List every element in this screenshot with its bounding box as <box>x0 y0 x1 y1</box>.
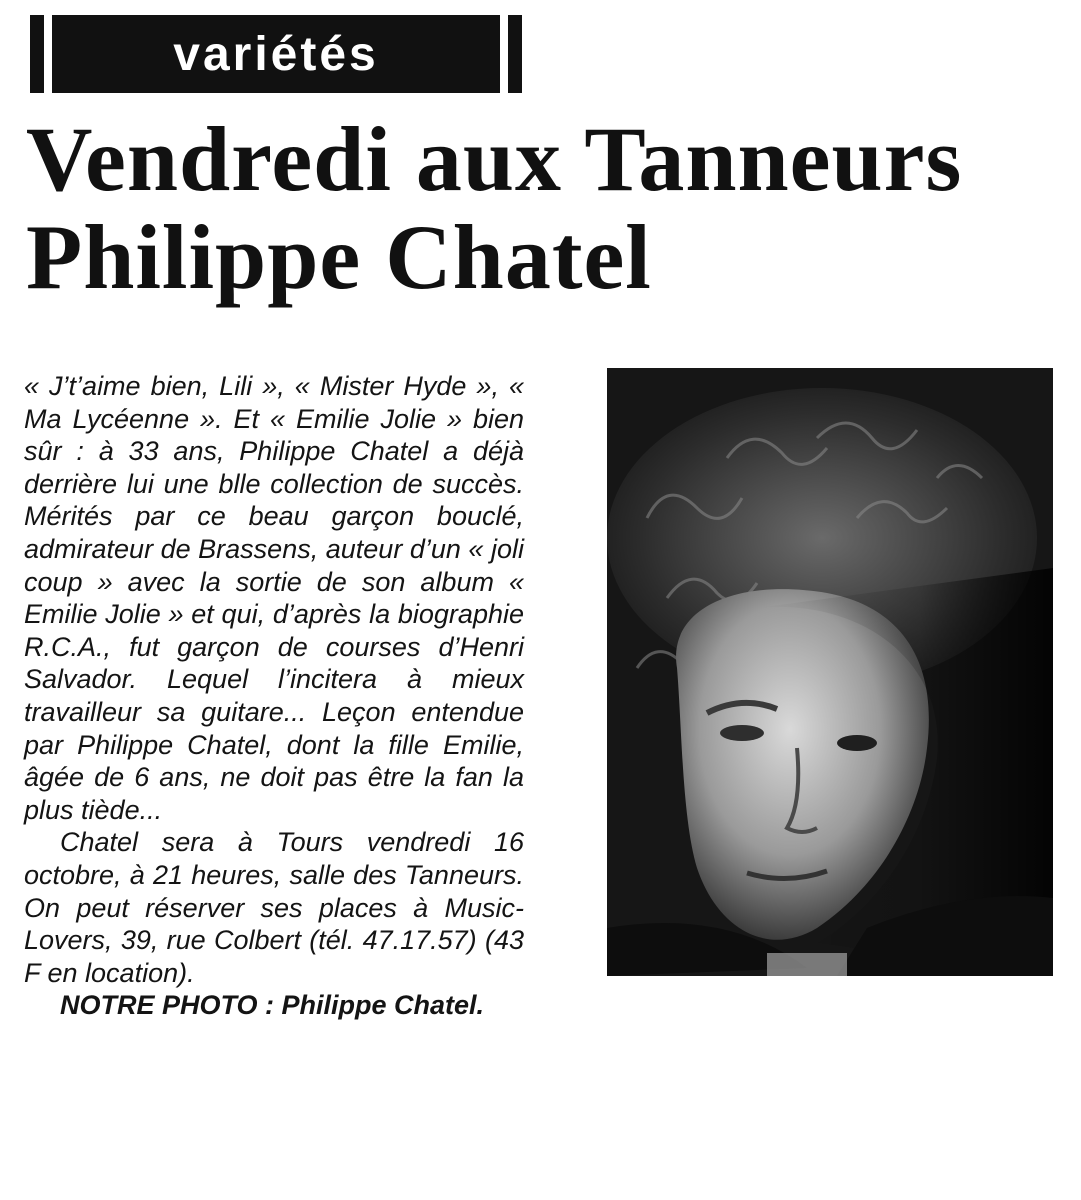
headline-line-2: Philippe Chatel <box>26 206 652 308</box>
article-paragraph-2: Chatel sera à Tours vendredi 16 octobre, à 21 heures, salle des Tanneurs. On peut réserver ses places à Music-Lovers, 39, rue Colbert (tél. 47.17.57) (43 F en location). <box>24 827 524 988</box>
rubric-left-bar <box>30 15 44 93</box>
article-paragraph-1: « J’t’aime bien, Lili », « Mister Hyde », « Ma Lycéenne ». Et « Emilie Jolie » bien sûr : à 33 ans, Philippe Chatel a déjà derrière lui une blle collection de succès. Mérités par ce beau garçon bouclé, admirateur de Brassens, auteur d’un « joli coup » avec la sortie de son album « Emilie Jolie » et qui, d’après la biographie R.C.A., fut garçon de courses d’Henri Salvador. Lequel l’incitera à mieux travailleur sa guitare... Leçon entendue par Philippe Chatel, dont la fille Emilie, âgée de 6 ans, ne doit pas être la fan la plus tiède... <box>24 371 524 825</box>
article-body <box>24 370 524 1022</box>
section-rubric <box>30 15 522 93</box>
headline-line-1: Vendredi aux Tanneurs <box>26 108 963 210</box>
portrait-photo <box>607 368 1053 976</box>
portrait-image <box>607 368 1053 976</box>
rubric-right-bar <box>508 15 522 93</box>
photo-caption: NOTRE PHOTO : Philippe Chatel. <box>60 990 485 1021</box>
section-label: variétés <box>52 15 500 93</box>
headline <box>26 110 1076 306</box>
